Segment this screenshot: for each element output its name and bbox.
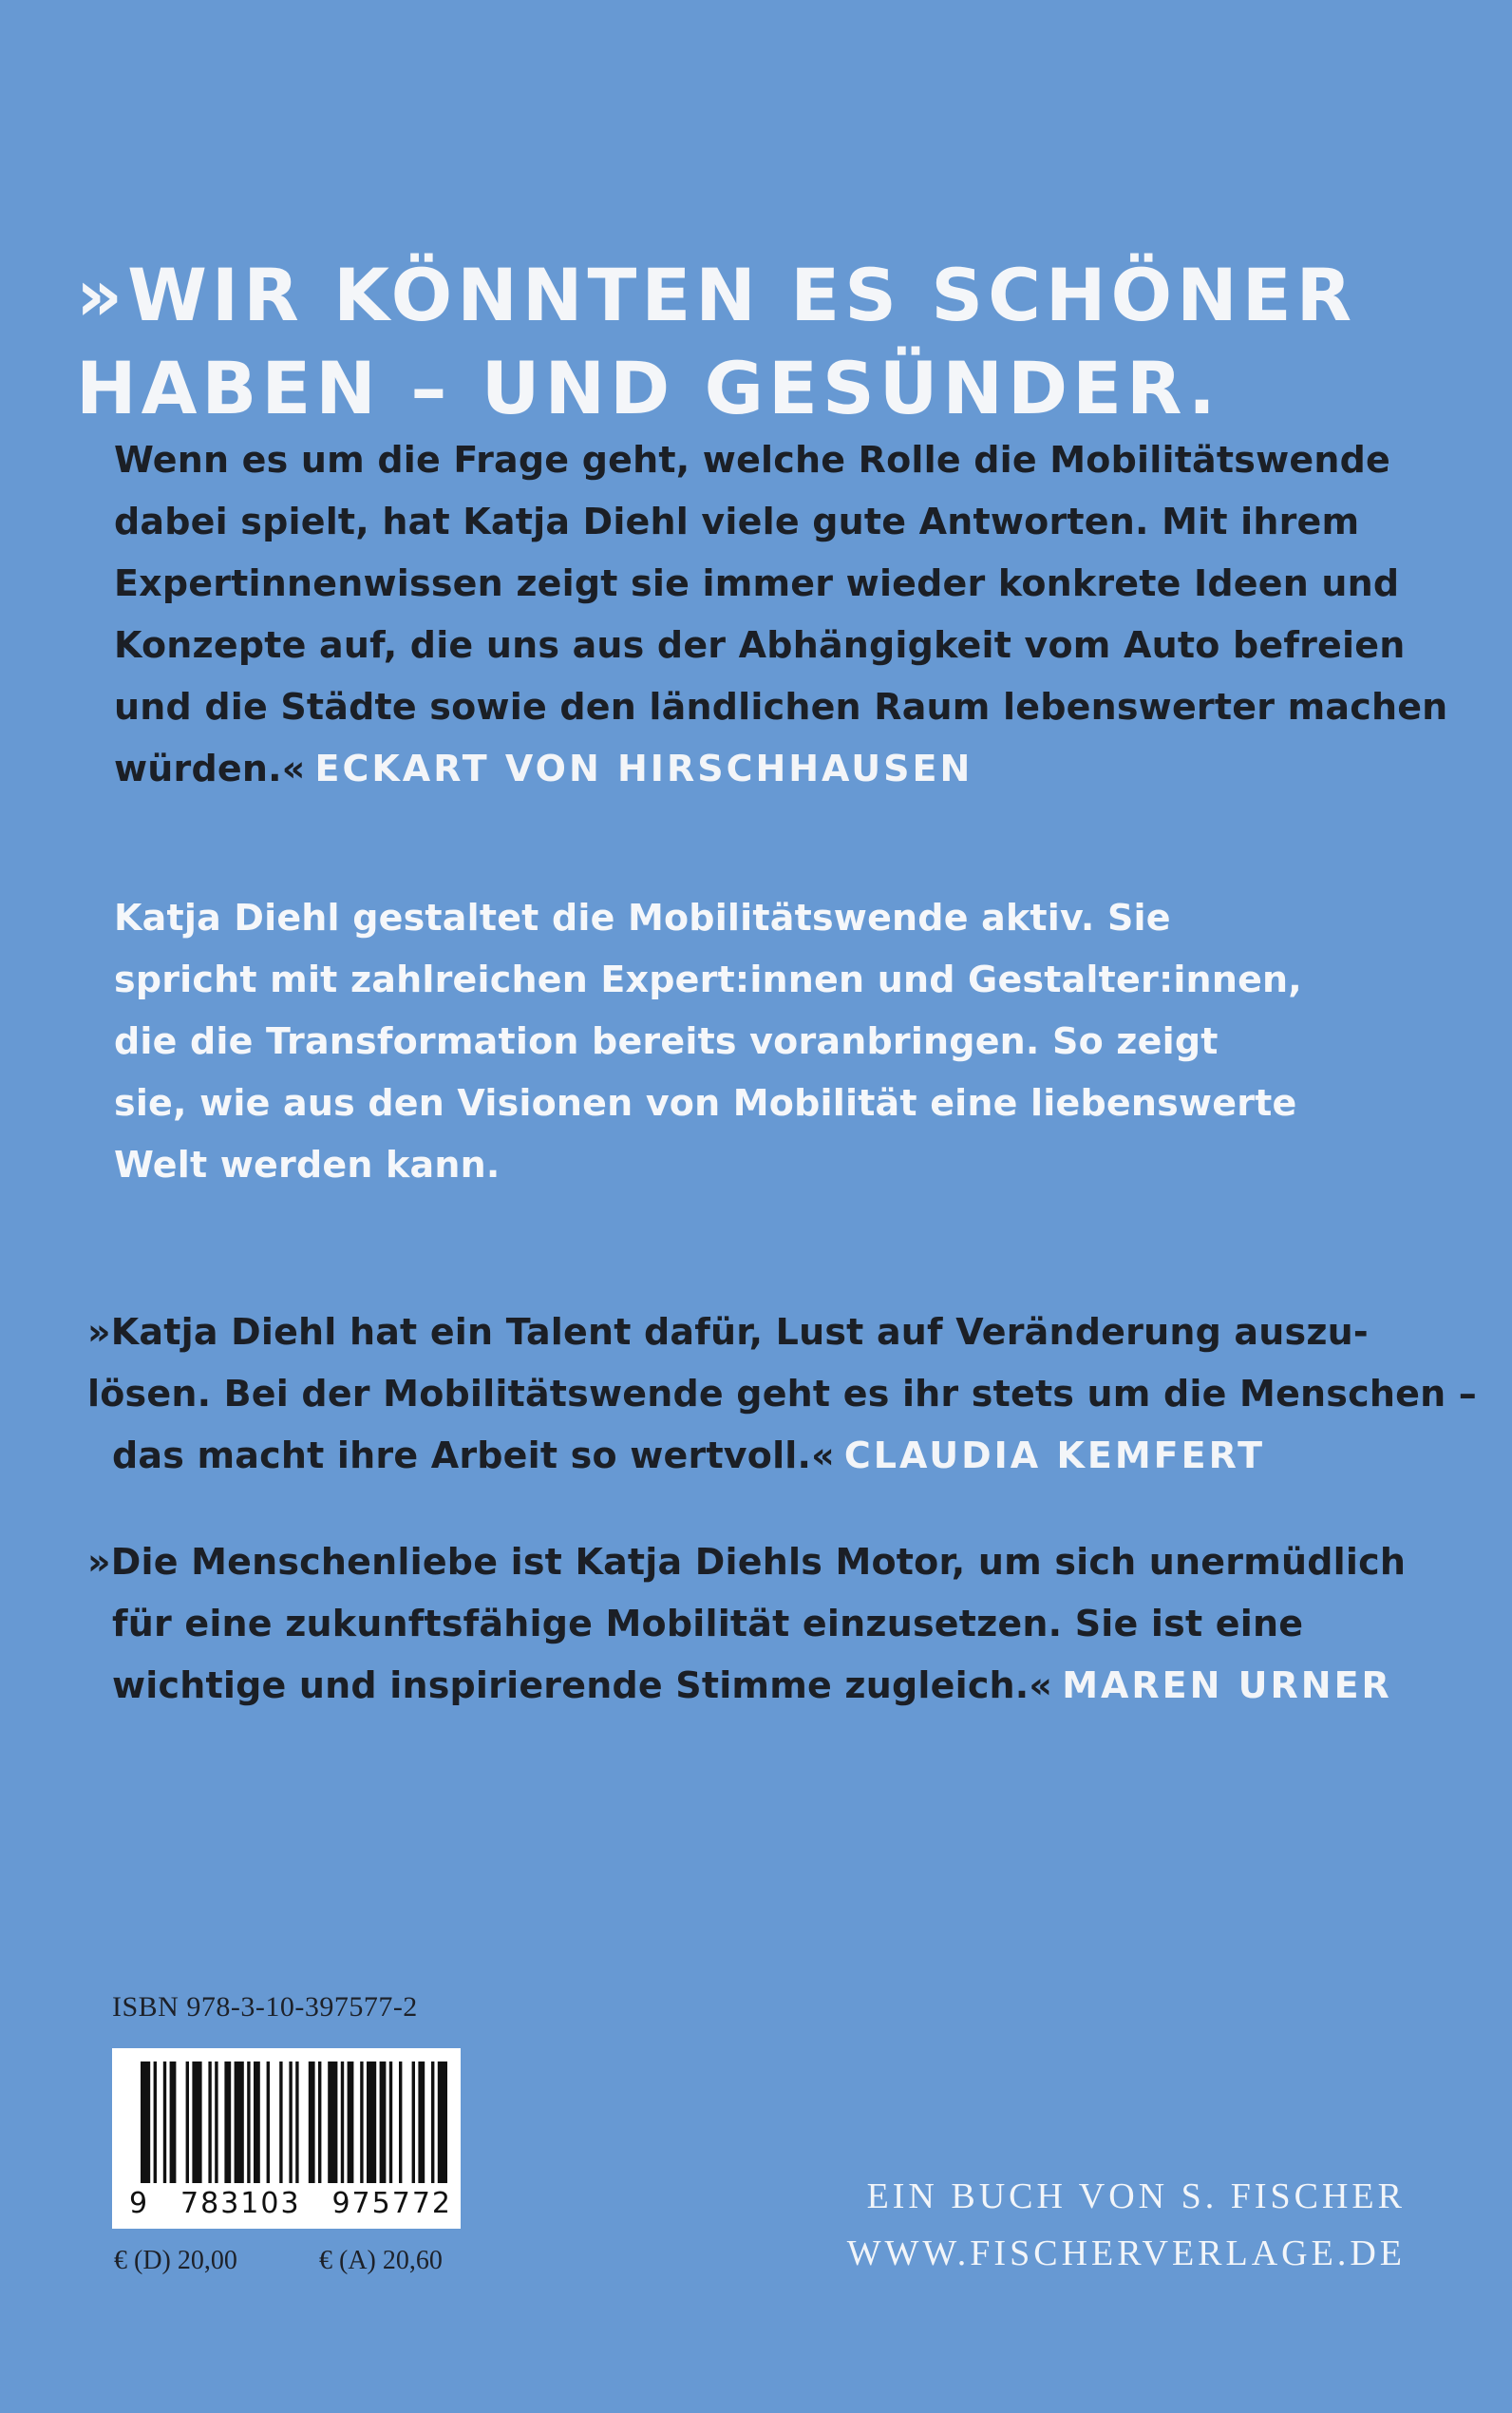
quote-hirschhausen xyxy=(114,429,1447,800)
quote-line: für eine zukunftsfähige Mobilität einzusetzen. Sie ist eine xyxy=(112,1603,1304,1644)
isbn-number: ISBN 978-3-10-397577-2 xyxy=(112,1991,418,2023)
barcode-digit-group: 9 xyxy=(129,2187,150,2220)
quote-line: lösen. Bei der Mobilitätswende geht es ihr stets um die Menschen – xyxy=(87,1373,1477,1415)
barcode-bar xyxy=(163,2062,166,2183)
barcode-bar xyxy=(418,2062,425,2183)
barcode-bar xyxy=(186,2062,189,2183)
barcode-bar xyxy=(141,2062,150,2183)
barcode-bar xyxy=(192,2062,201,2183)
barcode-bar xyxy=(267,2062,270,2183)
headline-line-1: »WIR KÖNNTEN ES SCHÖNER xyxy=(76,253,1357,337)
barcode-digit-group: 975772 xyxy=(331,2187,452,2220)
barcode-bar xyxy=(279,2062,282,2183)
barcode-bar xyxy=(341,2062,344,2183)
barcode-bar xyxy=(170,2062,177,2183)
quote-line: und die Städte sowie den ländlichen Raum lebenswerter machen xyxy=(114,686,1448,728)
quote-line: »Die Menschenliebe ist Katja Diehls Motor, um sich unermüdlich xyxy=(87,1541,1407,1583)
barcode-bar xyxy=(295,2062,298,2183)
barcode-bar xyxy=(208,2062,211,2183)
barcode-bar xyxy=(389,2062,392,2183)
description-line: Katja Diehl gestaltet die Mobilitätswende aktiv. Sie xyxy=(114,897,1171,939)
publisher-line: EIN BUCH VON S. FISCHER xyxy=(866,2176,1406,2216)
barcode-bar xyxy=(318,2062,321,2183)
quote-line: dabei spielt, hat Katja Diehl viele gute Antworten. Mit ihrem xyxy=(114,501,1360,542)
description-line: spricht mit zahlreichen Expert:innen und Gestalter:innen, xyxy=(114,959,1302,1000)
barcode-bar xyxy=(309,2062,315,2183)
quote-line-last xyxy=(87,1425,1477,1487)
quote-line-last xyxy=(87,1655,1406,1717)
barcode-bar xyxy=(367,2062,376,2183)
barcode-bar xyxy=(254,2062,260,2183)
quote-line: Wenn es um die Frage geht, welche Rolle die Mobilitätswende xyxy=(114,439,1390,481)
barcode-bar xyxy=(224,2062,231,2183)
barcode-bar xyxy=(215,2062,217,2183)
quote-line: Expertinnenwissen zeigt sie immer wieder konkrete Ideen und xyxy=(114,562,1400,604)
barcode xyxy=(112,2048,461,2229)
headline-line-2: HABEN – UND GESÜNDER. xyxy=(76,346,1220,430)
barcode-digits xyxy=(129,2187,452,2220)
barcode-bar xyxy=(235,2062,244,2183)
barcode-bar xyxy=(348,2062,354,2183)
quote-author: MAREN URNER xyxy=(1062,1664,1392,1706)
barcode-bar xyxy=(399,2062,402,2183)
book-description xyxy=(114,887,1302,1196)
description-line: die die Transformation bereits voranbringen. So zeigt xyxy=(114,1020,1219,1062)
price-austria: € (A) 20,60 xyxy=(319,2246,443,2275)
quote-author: ECKART VON HIRSCHHAUSEN xyxy=(314,748,973,789)
quote-line: Konzepte auf, die uns aus der Abhängigkeit vom Auto befreien xyxy=(114,624,1406,666)
barcode-bar xyxy=(380,2062,387,2183)
barcode-bar xyxy=(438,2062,447,2183)
headline-quote xyxy=(76,249,1444,435)
quote-line-last xyxy=(114,738,1447,800)
quote-line: »Katja Diehl hat ein Talent dafür, Lust auf Veränderung auszu- xyxy=(87,1311,1369,1353)
barcode-bar xyxy=(154,2062,157,2183)
quote-text: das macht ihre Arbeit so wertvoll.« xyxy=(112,1434,835,1476)
quote-author: CLAUDIA KEMFERT xyxy=(843,1434,1266,1476)
description-line: sie, wie aus den Visionen von Mobilität eine liebenswerte xyxy=(114,1082,1297,1124)
barcode-bar xyxy=(360,2062,363,2183)
barcode-bar xyxy=(247,2062,250,2183)
price-germany: € (D) 20,00 xyxy=(114,2246,237,2275)
quote-text: würden.« xyxy=(114,748,306,789)
publisher-website: WWW.FISCHERVERLAGE.DE xyxy=(846,2233,1406,2273)
description-line: Welt werden kann. xyxy=(114,1144,501,1186)
quote-kemfert xyxy=(87,1302,1477,1487)
barcode-bar xyxy=(328,2062,337,2183)
quote-text: wichtige und inspirierende Stimme zugleich.« xyxy=(112,1664,1053,1706)
barcode-bar xyxy=(431,2062,434,2183)
barcode-bar xyxy=(412,2062,415,2183)
barcode-digit-group: 783103 xyxy=(180,2187,301,2220)
quote-urner xyxy=(87,1531,1406,1717)
barcode-bar xyxy=(289,2062,292,2183)
